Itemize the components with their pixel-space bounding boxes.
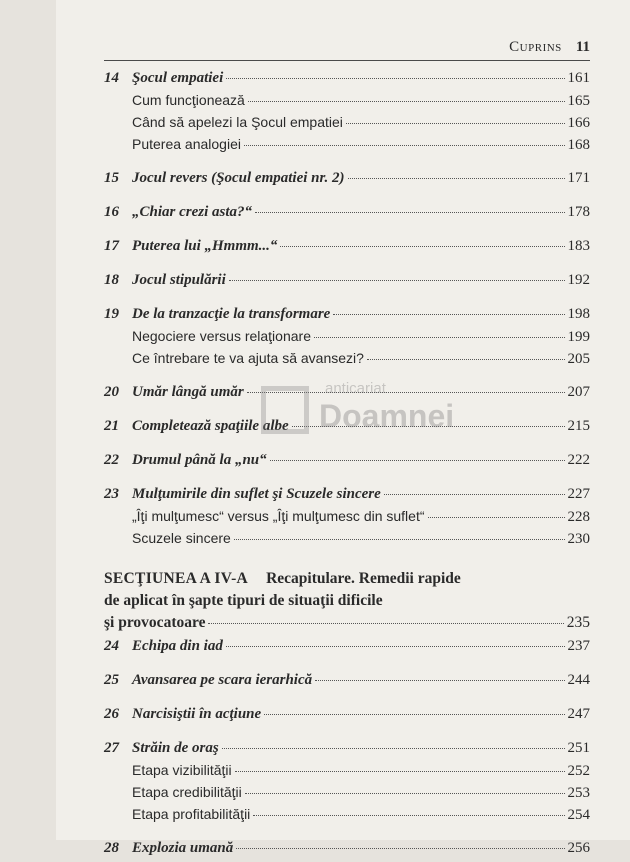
entry-page-number: 237 [567, 638, 590, 654]
entry-page-number: 199 [567, 329, 590, 345]
section-heading [104, 568, 590, 634]
chapter-number: 26 [104, 706, 119, 722]
entry-title: Etapa profitabilităţii [132, 806, 251, 822]
chapter-number: 20 [104, 384, 119, 400]
dot-leader [270, 460, 565, 461]
watermark-brand-text: Doamnei [319, 398, 455, 434]
chapter-number: 14 [104, 70, 119, 86]
dot-leader [245, 793, 565, 794]
entry-page-number: 205 [567, 351, 590, 367]
toc-subentry [104, 762, 590, 784]
toc-chapter-entry [104, 486, 590, 508]
dot-leader [346, 123, 565, 124]
entry-page-number: 222 [567, 452, 590, 468]
entry-page-number: 161 [567, 70, 590, 86]
entry-title: „Chiar crezi asta?“ [132, 204, 253, 220]
entry-page-number: 165 [567, 93, 590, 109]
running-head-section: Cuprins [509, 39, 562, 55]
entry-page-number: 256 [567, 840, 590, 856]
toc-subentry [104, 508, 590, 530]
section-title-line3: şi provocatoare [104, 614, 206, 631]
running-head [104, 34, 590, 61]
chapter-number: 22 [104, 452, 119, 468]
entry-title: Explozia umană [132, 840, 234, 856]
entry-title: Cum funcţionează [132, 92, 245, 108]
entry-title: Şocul empatiei [132, 70, 224, 86]
entry-title: Umăr lângă umăr [132, 384, 244, 400]
entry-page-number: 192 [567, 272, 590, 288]
dot-leader [226, 78, 564, 79]
toc-chapter-entry [104, 204, 590, 226]
dot-leader [348, 178, 565, 179]
entry-title: Etapa vizibilităţii [132, 762, 232, 778]
dot-leader [428, 517, 565, 518]
dot-leader [226, 646, 565, 647]
entry-page-number: 198 [567, 306, 590, 322]
chapter-number: 16 [104, 204, 119, 220]
entry-title: Etapa credibilităţii [132, 784, 242, 800]
dot-leader [333, 314, 564, 315]
toc-subentry [104, 136, 590, 158]
toc-chapter-entry [104, 238, 590, 260]
toc-chapter-entry [104, 272, 590, 294]
entry-title: Puterea analogiei [132, 136, 241, 152]
entry-page-number: 251 [567, 740, 590, 756]
dot-leader [244, 145, 565, 146]
watermark-top-text: anticariat [325, 380, 386, 397]
chapter-number: 24 [104, 638, 119, 654]
entry-title: Ce întrebare te va ajuta să avansezi? [132, 350, 364, 366]
dot-leader [367, 359, 565, 360]
dot-leader [253, 815, 564, 816]
toc-chapter-entry [104, 170, 590, 192]
dot-leader [292, 426, 565, 427]
dot-leader [384, 494, 565, 495]
toc-subentry [104, 784, 590, 806]
entry-page-number: 183 [567, 238, 590, 254]
dot-leader [236, 848, 564, 849]
dot-leader [234, 539, 565, 540]
page-number: 11 [575, 39, 590, 55]
entry-title: Când să apelezi la Şocul empatiei [132, 114, 343, 130]
entry-page-number: 228 [567, 509, 590, 525]
toc-subentry [104, 806, 590, 828]
entry-title: Completează spaţiile albe [132, 418, 289, 434]
chapter-number: 25 [104, 672, 119, 688]
entry-title: „Îţi mulţumesc“ versus „Îţi mulţumesc din suflet“ [132, 508, 425, 524]
toc-part-1 [104, 70, 590, 552]
entry-title: Jocul revers (Şocul empatiei nr. 2) [132, 170, 345, 186]
toc-chapter-entry [104, 706, 590, 728]
entry-title: Avansarea pe scara ierarhică [132, 672, 313, 688]
entry-page-number: 247 [567, 706, 590, 722]
dot-leader [247, 392, 565, 393]
toc-subentry [104, 530, 590, 552]
chapter-number: 18 [104, 272, 119, 288]
chapter-number: 19 [104, 306, 119, 322]
toc-chapter-entry [104, 306, 590, 328]
dot-leader [255, 212, 564, 213]
entry-page-number: 253 [567, 785, 590, 801]
entry-page-number: 227 [567, 486, 590, 502]
entry-page-number: 168 [567, 137, 590, 153]
toc-subentry [104, 328, 590, 350]
toc-subentry [104, 350, 590, 372]
dot-leader [280, 246, 564, 247]
toc-subentry [104, 92, 590, 114]
book-page [56, 0, 630, 856]
dot-leader [314, 337, 565, 338]
chapter-number: 17 [104, 238, 119, 254]
entry-title: Jocul stipulării [132, 272, 226, 288]
entry-title: Narcisiştii în acţiune [132, 706, 262, 722]
chapter-number: 27 [104, 740, 119, 756]
dot-leader [235, 771, 565, 772]
toc-chapter-entry [104, 452, 590, 474]
entry-page-number: 215 [567, 418, 590, 434]
entry-page-number: 244 [567, 672, 590, 688]
entry-title: Mulţumirile din suflet şi Scuzele sincere [132, 486, 381, 502]
chapter-number: 15 [104, 170, 119, 186]
entry-page-number: 171 [567, 170, 590, 186]
entry-page-number: 166 [567, 115, 590, 131]
entry-title: Negociere versus relaţionare [132, 328, 311, 344]
toc-part-2 [104, 638, 590, 862]
chapter-number: 23 [104, 486, 119, 502]
section-title-line1: Recapitulare. Remedii rapide [266, 570, 461, 587]
toc-chapter-entry [104, 740, 590, 762]
dot-leader [248, 101, 565, 102]
section-title-line2: de aplicat în şapte tipuri de situaţii dificile [104, 592, 383, 609]
table-of-contents [104, 70, 590, 862]
entry-page-number: 230 [567, 531, 590, 547]
dot-leader [264, 714, 564, 715]
entry-title: Scuzele sincere [132, 530, 231, 546]
section-label: SECŢIUNEA A IV-A [104, 570, 249, 587]
chapter-number: 21 [104, 418, 119, 434]
entry-page-number: 178 [567, 204, 590, 220]
entry-title: Străin de oraş [132, 740, 219, 756]
entry-page-number: 207 [567, 384, 590, 400]
chapter-number: 28 [104, 840, 119, 856]
entry-page-number: 252 [567, 763, 590, 779]
section-page: 235 [566, 614, 590, 631]
toc-chapter-entry [104, 418, 590, 440]
dot-leader [229, 280, 565, 281]
entry-title: Puterea lui „Hmmm...“ [132, 238, 278, 254]
entry-title: De la tranzacţie la transformare [132, 306, 331, 322]
entry-page-number: 254 [567, 807, 590, 823]
dot-leader [315, 680, 564, 681]
toc-chapter-entry [104, 638, 590, 660]
toc-subentry [104, 114, 590, 136]
entry-title: Drumul până la „nu“ [132, 452, 267, 468]
toc-chapter-entry [104, 840, 590, 862]
entry-title: Echipa din iad [132, 638, 223, 654]
toc-chapter-entry [104, 70, 590, 92]
dot-leader [222, 748, 565, 749]
toc-chapter-entry [104, 672, 590, 694]
toc-chapter-entry [104, 384, 590, 406]
